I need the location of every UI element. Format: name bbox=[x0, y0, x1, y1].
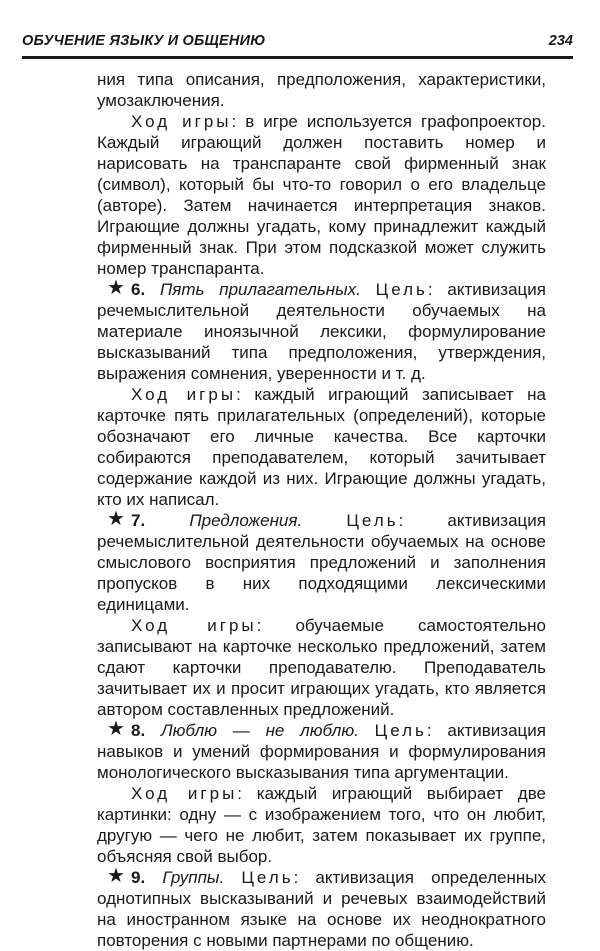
text-column bbox=[97, 69, 546, 951]
game-title: Пять прилагательных. bbox=[159, 280, 361, 299]
game-5-play-paragraph: Ход игры: в игре используется графопроектор. Каждый играющий должен поставить номер и нарисовать на транспаранте свой фирменный знак (символ), который бы что-то говорил о его владельце (авторе). Затем начинается интерпретация знаков. Играющие должны угадать, кому принадлежит каждый фирменный знак. При этом подсказкой может служить номер транспаранта. bbox=[97, 112, 546, 278]
page-header bbox=[22, 31, 573, 57]
goal-paragraph bbox=[97, 720, 546, 783]
item-number: 7. bbox=[131, 511, 146, 530]
star-icon: ★ bbox=[107, 865, 125, 887]
goal-paragraph bbox=[97, 867, 546, 951]
play-label: Ход игры bbox=[131, 784, 238, 803]
item-number: 8. bbox=[131, 721, 146, 740]
play-paragraph bbox=[97, 783, 546, 867]
game-title: Люблю — не люблю. bbox=[160, 721, 359, 740]
star-icon: ★ bbox=[107, 277, 125, 299]
game-item-7 bbox=[97, 510, 546, 720]
play-paragraph bbox=[97, 384, 546, 510]
goal-text: : активизация речемыслительной деятельности обучаемых на основе смыслового восприятия предложений и заполнения пропусков в них подходящими лексическими единицами. bbox=[97, 511, 546, 614]
play-label: Ход игры bbox=[131, 385, 237, 404]
game-title: Предложения. bbox=[189, 511, 303, 530]
play-paragraph bbox=[97, 615, 546, 720]
play-label: Ход игры bbox=[131, 616, 257, 635]
item-number: 6. bbox=[131, 280, 146, 299]
play-text: : каждый играющий выбирает две картинки: одну — с изображением того, что он любит, другую — чего не любит, затем показывает их группе, объясняя свой выбор. bbox=[97, 784, 546, 866]
goal-label: Цель bbox=[375, 280, 428, 299]
goal-label: Цель bbox=[374, 721, 427, 740]
play-text: : обучаемые самостоятельно записывают на карточке несколько предложений, затем сдают карточки преподавателю. Преподаватель зачитывает их и просит играющих угадать, кто является автором составленных предложений. bbox=[97, 616, 546, 719]
play-text: : каждый играющий записывает на карточке пять прилагательных (определений), которые обозначают его личные качества. Все карточки собираются преподавателем, который зачитывает содержание каждой из них. Играющие должны угадать, кто их написал. bbox=[97, 385, 546, 509]
goal-text: : активизация определенных однотипных высказываний и речевых взаимодействий на иностранном языке на основе их неоднократного повторения с новыми партнерами по общению. bbox=[97, 868, 546, 950]
play-label: Ход игры bbox=[131, 112, 232, 131]
goal-paragraph bbox=[97, 510, 546, 615]
page-number: 234 bbox=[548, 33, 573, 49]
goal-text: : активизация навыков и умений формирования и формулирования монологического высказывания типа аргументации. bbox=[97, 721, 546, 782]
game-item-8 bbox=[97, 720, 546, 867]
star-icon: ★ bbox=[107, 718, 125, 740]
header-rule bbox=[22, 56, 573, 59]
game-item-9 bbox=[97, 867, 546, 951]
goal-paragraph bbox=[97, 279, 546, 384]
goal-label: Цель bbox=[241, 868, 294, 887]
game-item-6 bbox=[97, 279, 546, 510]
item-number: 9. bbox=[131, 868, 146, 887]
continuation-paragraph: ния типа описания, предположения, характеристики, умозаключения. bbox=[97, 70, 546, 110]
goal-text: : активизация речемыслительной деятельности обучаемых на материале иноязычной лексики, формулирование высказываний типа предположения, утверждения, выражения сомнения, уверенности и т. д. bbox=[97, 280, 546, 383]
goal-label: Цель bbox=[346, 511, 399, 530]
star-icon: ★ bbox=[107, 508, 125, 530]
game-title: Группы. bbox=[162, 868, 225, 887]
running-title: ОБУЧЕНИЕ ЯЗЫКУ И ОБЩЕНИЮ bbox=[22, 33, 266, 49]
